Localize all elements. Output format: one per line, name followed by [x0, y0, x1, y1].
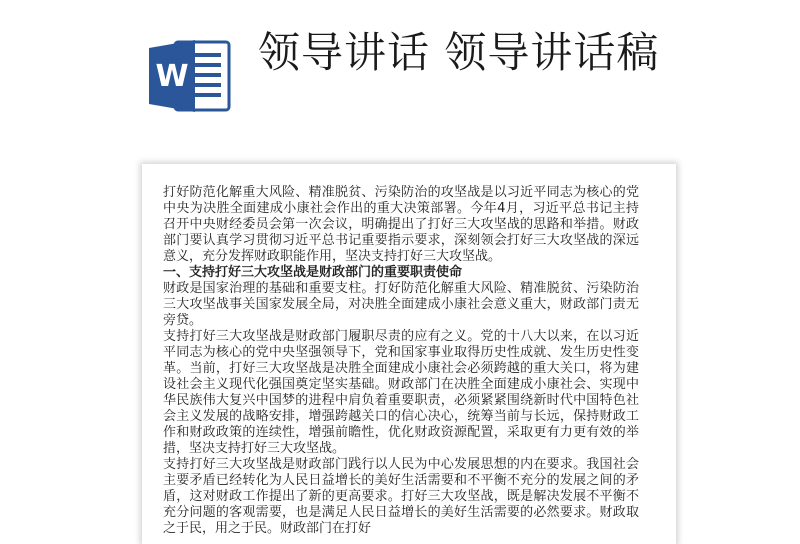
document-title: 领导讲话 领导讲话稿	[258, 28, 660, 77]
paragraph: 支持打好三大攻坚战是财政部门践行以人民为中心发展思想的内在要求。我国社会主要矛盾已经转化为人民日益增长的美好生活需要和不平衡不充分的发展之间的矛盾，这对财政工作提出了新的更高要求。打好三大攻坚战，既是解决发展不平衡不充分问题的客观需要，也是满足人民日益增长的美好生活需要的必然要求。财政取之于民，用之于民。财政部门在打好	[163, 457, 639, 536]
word-icon-letter: W	[155, 59, 189, 94]
paragraph: 支持打好三大攻坚战是财政部门履职尽责的应有之义。党的十八大以来，在以习近平同志为核心的党中央坚强领导下，党和国家事业取得历史性成就、发生历史性变革。当前，打好三大攻坚战是决胜全面建成小康社会必须跨越的重大关口，将为建设社会主义现代化强国奠定坚实基础。财政部门在决胜全面建成小康社会、实现中华民族伟大复兴中国梦的进程中肩负着重要职责，必须紧紧围绕新时代中国特色社会主义发展的战略安排，增强跨越关口的信心决心，统筹当前与长远，保持财政工作和财政政策的连续性，增强前瞻性，优化财政资源配置，采取更有力更有效的举措，坚决支持打好三大攻坚战。	[163, 329, 639, 456]
word-document-icon	[147, 36, 231, 116]
paragraph: 财政是国家治理的基础和重要支柱。打好防范化解重大风险、精准脱贫、污染防治三大攻坚战事关国家发展全局，对决胜全面建成小康社会意义重大，财政部门责无旁贷。	[163, 281, 639, 328]
document-header	[0, 0, 800, 150]
page-content	[163, 185, 639, 537]
paragraph-intro: 打好防范化解重大风险、精准脱贫、污染防治的攻坚战是以习近平同志为核心的党中央为决胜全面建成小康社会作出的重大决策部署。今年4月，习近平总书记主持召开中央财经委员会第一次会议，明确提出了打好三大攻坚战的思路和举措。财政部门要认真学习贯彻习近平总书记重要指示要求，深刻领会打好三大攻坚战的深远意义，充分发挥财政职能作用，坚决支持打好三大攻坚战。	[163, 185, 639, 264]
document-page	[142, 164, 676, 544]
section-heading: 一、支持打好三大攻坚战是财政部门的重要职责使命	[163, 265, 463, 280]
